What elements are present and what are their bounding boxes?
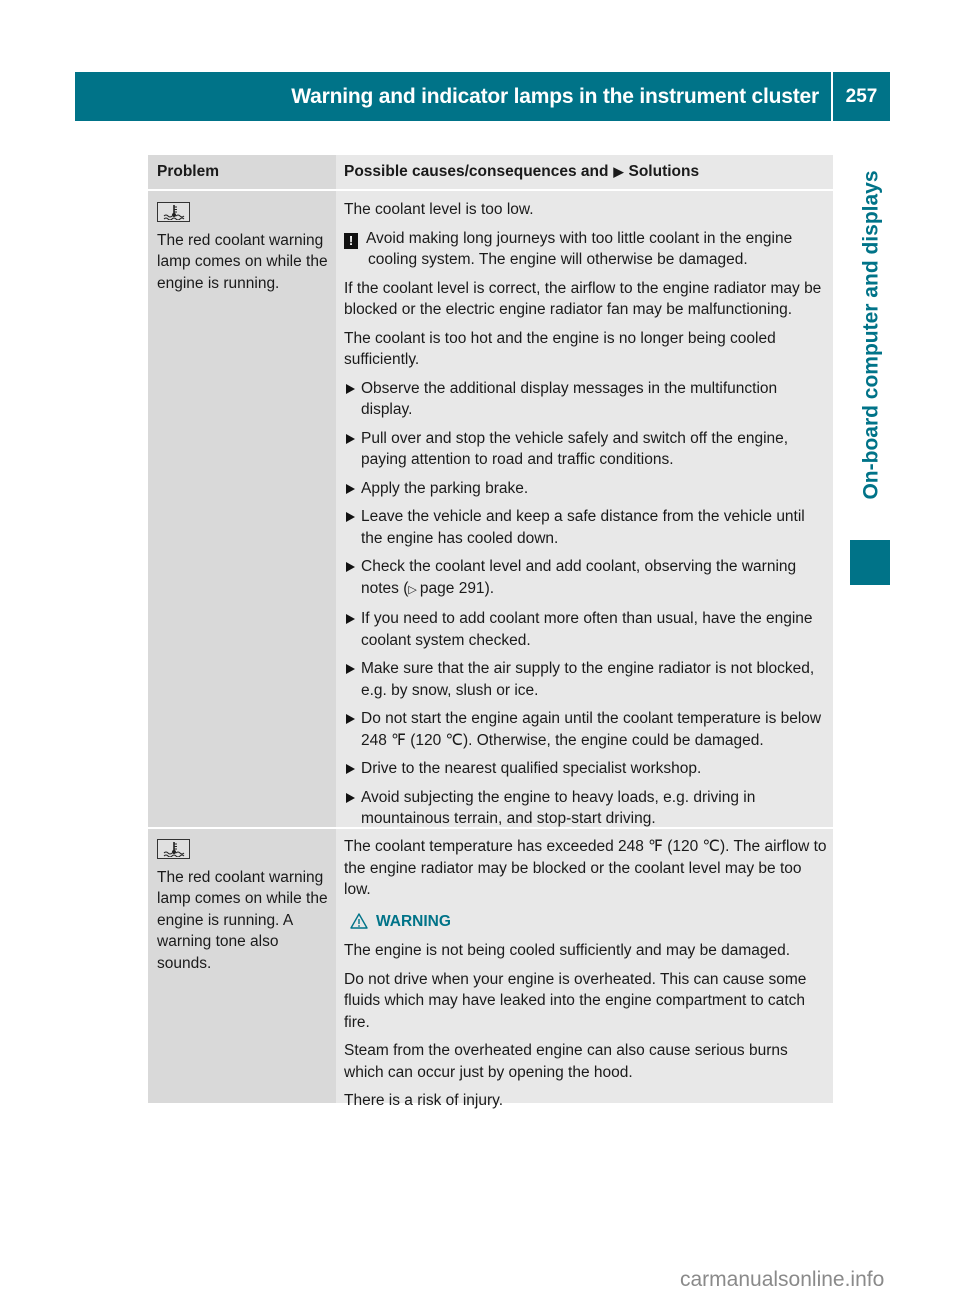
- problem-solution-table: [148, 155, 833, 1109]
- chapter-side-tab: [852, 140, 892, 530]
- step-arrow-icon: [346, 484, 355, 494]
- step-text: Do not start the engine again until the coolant temperature is below 248 ℉ (120 ℃). Otherwise, the engine could be damaged.: [361, 710, 822, 749]
- coolant-temperature-icon: [157, 839, 190, 859]
- step-item: [344, 708, 829, 751]
- coolant-temperature-icon: [157, 202, 190, 222]
- step-text: Drive to the nearest qualified specialist workshop.: [361, 760, 702, 777]
- watermark: carmanualsonline.info: [680, 1268, 885, 1291]
- column-header-solutions-prefix: Possible causes/consequences and: [344, 163, 609, 181]
- chapter-tab-marker: [850, 540, 890, 585]
- step-text: Leave the vehicle and keep a safe distance from the vehicle until the engine has cooled down.: [361, 508, 805, 547]
- step-item: [344, 378, 829, 421]
- step-item: [344, 556, 829, 601]
- table-row: [148, 189, 833, 827]
- cause-text: The coolant level is too low.: [344, 201, 534, 218]
- page-reference-icon: ▷: [408, 583, 420, 596]
- step-text: Check the coolant level and add coolant, observing the warning notes (: [361, 558, 797, 597]
- warning-text: Do not drive when your engine is overheated. This can cause some fluids which may have leaked into the engine compartment to catch fire.: [344, 970, 807, 1031]
- material-damage-notice: [344, 228, 829, 271]
- warning-label: WARNING: [376, 912, 451, 930]
- step-arrow-icon: ▶: [613, 164, 624, 180]
- cause-text: If the coolant level is correct, the airflow to the engine radiator may be blocked or the electric engine radiator fan may be malfunctioning.: [344, 279, 822, 318]
- step-text: Avoid subjecting the engine to heavy loads, e.g. driving in mountainous terrain, and stop-start driving.: [361, 788, 756, 827]
- table-row: [148, 827, 833, 1109]
- warning-text: Steam from the overheated engine can also cause serious burns which can occur just by opening the hood.: [344, 1042, 788, 1081]
- step-item: [344, 608, 829, 651]
- section-title: Warning and indicator lamps in the instrument cluster: [291, 84, 819, 108]
- step-item: [344, 658, 829, 701]
- warning-text: The engine is not being cooled sufficiently and may be damaged.: [344, 942, 791, 959]
- step-text: Observe the additional display messages in the multifunction display.: [361, 379, 778, 418]
- step-text: Apply the parking brake.: [361, 479, 529, 497]
- page-reference-link[interactable]: page 291: [419, 579, 485, 597]
- step-item: [344, 478, 829, 500]
- step-arrow-icon: [346, 714, 355, 724]
- chapter-label: On-board computer and displays: [860, 170, 883, 500]
- step-item: [344, 428, 829, 471]
- page-header: [75, 72, 831, 121]
- step-text-end: ).: [484, 579, 495, 597]
- step-arrow-icon: [346, 764, 355, 774]
- notice-text: Avoid making long journeys with too little coolant in the engine cooling system. The engine will otherwise be damaged.: [366, 229, 793, 268]
- step-arrow-icon: [346, 664, 355, 674]
- problem-description: The red coolant warning lamp comes on while the engine is running.: [157, 231, 328, 292]
- problem-cell: [148, 829, 336, 1103]
- step-item: [344, 758, 829, 780]
- step-item: [344, 787, 829, 830]
- step-arrow-icon: [346, 614, 355, 624]
- step-text: Make sure that the air supply to the engine radiator is not blocked, e.g. by snow, slush or ice.: [361, 660, 815, 699]
- column-header-solutions-suffix: Solutions: [628, 163, 700, 181]
- step-text: Pull over and stop the vehicle safely and switch off the engine, paying attention to road and traffic conditions.: [361, 429, 789, 468]
- warning-text: There is a risk of injury.: [344, 1092, 504, 1109]
- solution-cell: [336, 829, 833, 1109]
- step-text: If you need to add coolant more often than usual, have the engine coolant system checked.: [361, 610, 813, 649]
- warning-triangle-icon: [350, 913, 368, 929]
- column-header-problem-label: Problem: [157, 163, 220, 181]
- step-arrow-icon: [346, 562, 355, 572]
- page-number-box: [833, 72, 890, 121]
- solution-cell: [336, 191, 833, 827]
- step-arrow-icon: [346, 793, 355, 803]
- problem-cell: [148, 191, 336, 827]
- step-arrow-icon: [346, 384, 355, 394]
- warning-heading: [350, 911, 829, 933]
- cause-text: The coolant temperature has exceeded 248 ℉ (120 ℃). The airflow to the engine radiator may be blocked or the coolant level may be too low.: [344, 838, 827, 898]
- step-arrow-icon: [346, 434, 355, 444]
- table-header-row: [148, 155, 833, 189]
- column-header-problem: [148, 155, 336, 189]
- problem-description: The red coolant warning lamp comes on while the engine is running. A warning tone also sounds.: [157, 868, 328, 972]
- exclamation-icon: !: [344, 233, 358, 249]
- step-arrow-icon: [346, 512, 355, 522]
- page-number: 257: [845, 85, 878, 107]
- cause-text: The coolant is too hot and the engine is no longer being cooled sufficiently.: [344, 329, 776, 368]
- column-header-solutions: [336, 155, 833, 189]
- step-item: [344, 506, 829, 549]
